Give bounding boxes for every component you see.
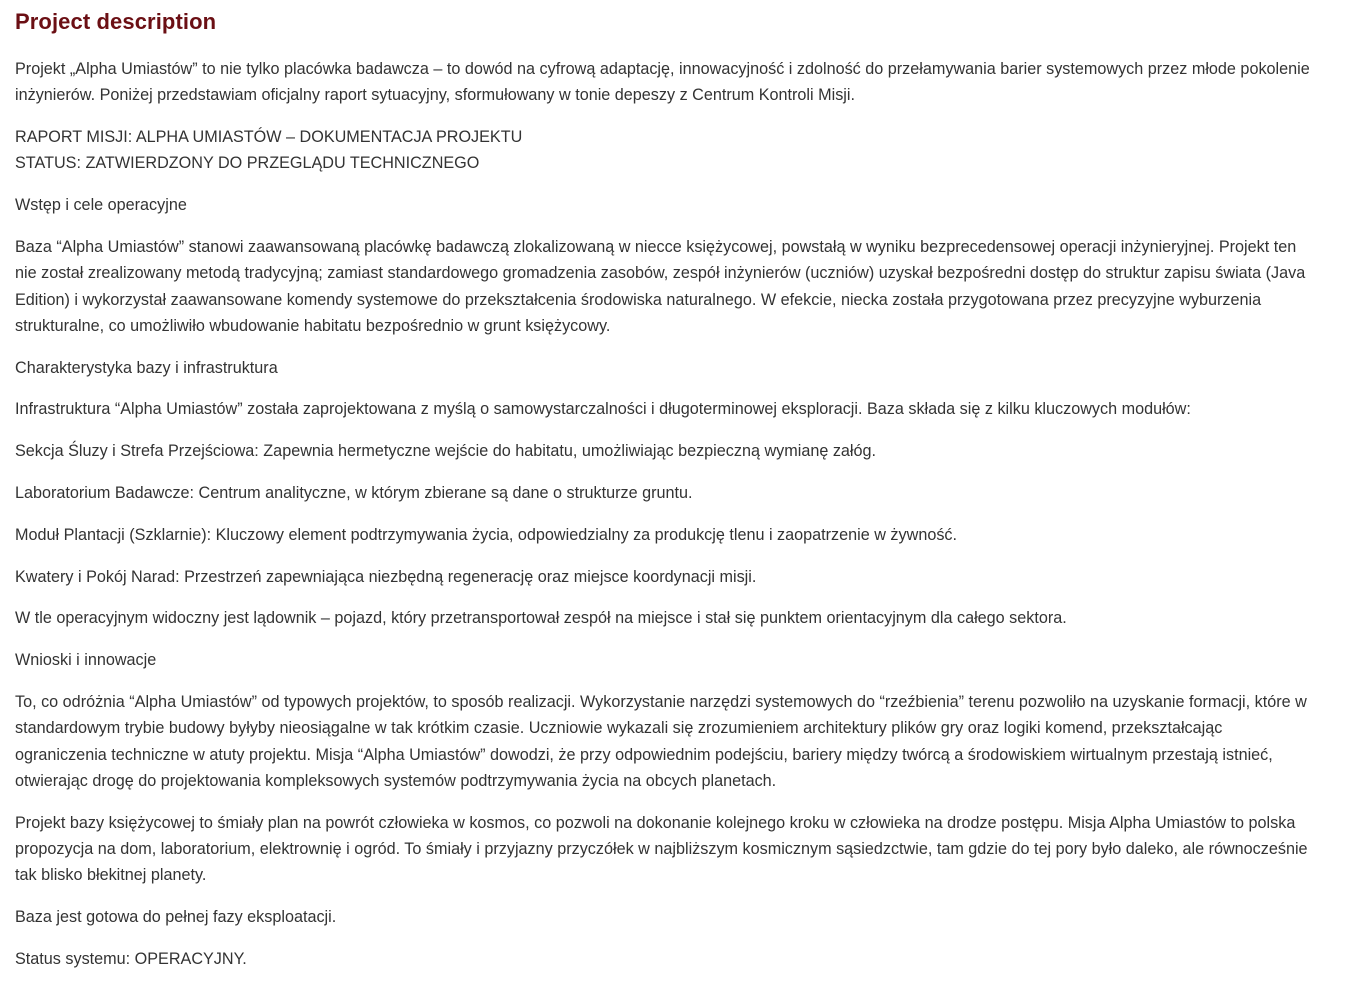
- description-body: [15, 56, 1314, 972]
- infrastructure-paragraph: Infrastruktura “Alpha Umiastów” została zaprojektowana z myślą o samowystarczalności i długoterminowej eksploracji. Baza składa się z kilku kluczowych modułów:: [15, 400, 1191, 419]
- intro-paragraph: Projekt „Alpha Umiastów” to nie tylko placówka badawcza – to dowód na cyfrową adaptację, innowacyjność i zdolność do przełamywania barier systemowych przez młode pokolenie inżynierów. Poniżej przedstawiam oficjalny raport sytuacyjny, sformułowany w tonie depeszy z Centrum Kontroli Misji.: [15, 60, 1310, 105]
- conclusions-paragraph: To, co odróżnia “Alpha Umiastów” od typowych projektów, to sposób realizacji. Wykorzystanie narzędzi systemowych do “rzeźbienia” terenu pozwoliło na uzyskanie formacji, które w standardowym trybie budowy byłyby nieosiągalne w tak krótkim czasie. Uczniowie wykazali się zrozumieniem architektury plików gry oraz logiki komend, przekształcając ograniczenia techniczne w atuty projektu. Misja “Alpha Umiastów” dowodzi, że przy odpowiednim podejściu, bariery między twórcą a środowiskiem wirtualnym przestają istnieć, otwierając drogę do projektowania kompleksowych systemów podtrzymywania życia na obcych planetach.: [15, 693, 1307, 790]
- system-status: Status systemu: OPERACYJNY.: [15, 949, 247, 968]
- vision-paragraph: Projekt bazy księżycowej to śmiały plan na powrót człowieka w kosmos, co pozwoli na dokonanie kolejnego kroku w człowieka na drodze postępu. Misja Alpha Umiastów to polska propozycja na dom, laboratorium, elektrownię i ogród. To śmiały i przyjazny przyczółek w najbliższym kosmicznym sąsiedzctwie, tam gdzie do tej pory było daleko, ale równocześnie tak blisko błekitnej planety.: [15, 813, 1308, 885]
- report-header: [15, 124, 1314, 177]
- module-airlock: Sekcja Śluzy i Strefa Przejściowa: Zapewnia hermetyczne wejście do habitatu, umożliwiając bezpieczną wymianę załóg.: [15, 442, 877, 461]
- module-plantation: Moduł Plantacji (Szklarnie): Kluczowy element podtrzymywania życia, odpowiedzialny za produkcję tlenu i zaopatrzenie w żywność.: [15, 525, 958, 544]
- readiness-paragraph: Baza jest gotowa do pełnej fazy eksploatacji.: [15, 908, 337, 927]
- report-status-line: STATUS: ZATWIERDZONY DO PRZEGLĄDU TECHNICZNEGO: [15, 154, 480, 173]
- lander-paragraph: W tle operacyjnym widoczny jest lądownik – pojazd, który przetransportował zespół na miejsce i stał się punktem orientacyjnym dla całego sektora.: [15, 609, 1067, 628]
- section-heading-conclusions: Wnioski i innowacje: [15, 651, 157, 670]
- section-heading-introduction: Wstęp i cele operacyjne: [15, 196, 187, 215]
- base-overview-paragraph: Baza “Alpha Umiastów” stanowi zaawansowaną placówkę badawczą zlokalizowaną w niecce księżycowej, powstałą w wyniku bezprecedensowej operacji inżynieryjnej. Projekt ten nie został zrealizowany metodą tradycyjną; zamiast standardowego gromadzenia zasobów, zespół inżynierów (uczniów) uzyskał bezpośredni dostęp do struktur zapisu świata (Java Edition) i wykorzystał zaawansowane komendy systemowe do przekształcenia środowiska naturalnego. W efekcie, niecka została przygotowana przez precyzyjne wyburzenia strukturalne, co umożliwiło wbudowanie habitatu bezpośrednio w grunt księżycowy.: [15, 237, 1306, 335]
- module-laboratory: Laboratorium Badawcze: Centrum analityczne, w którym zbierane są dane o strukturze gruntu.: [15, 484, 693, 503]
- page-title: Project description: [15, 9, 217, 34]
- section-heading-infrastructure: Charakterystyka bazy i infrastruktura: [15, 358, 278, 377]
- report-header-line: RAPORT MISJI: ALPHA UMIASTÓW – DOKUMENTACJA PROJEKTU: [15, 128, 523, 147]
- module-quarters: Kwatery i Pokój Narad: Przestrzeń zapewniająca niezbędną regenerację oraz miejsce koordynacji misji.: [15, 567, 757, 586]
